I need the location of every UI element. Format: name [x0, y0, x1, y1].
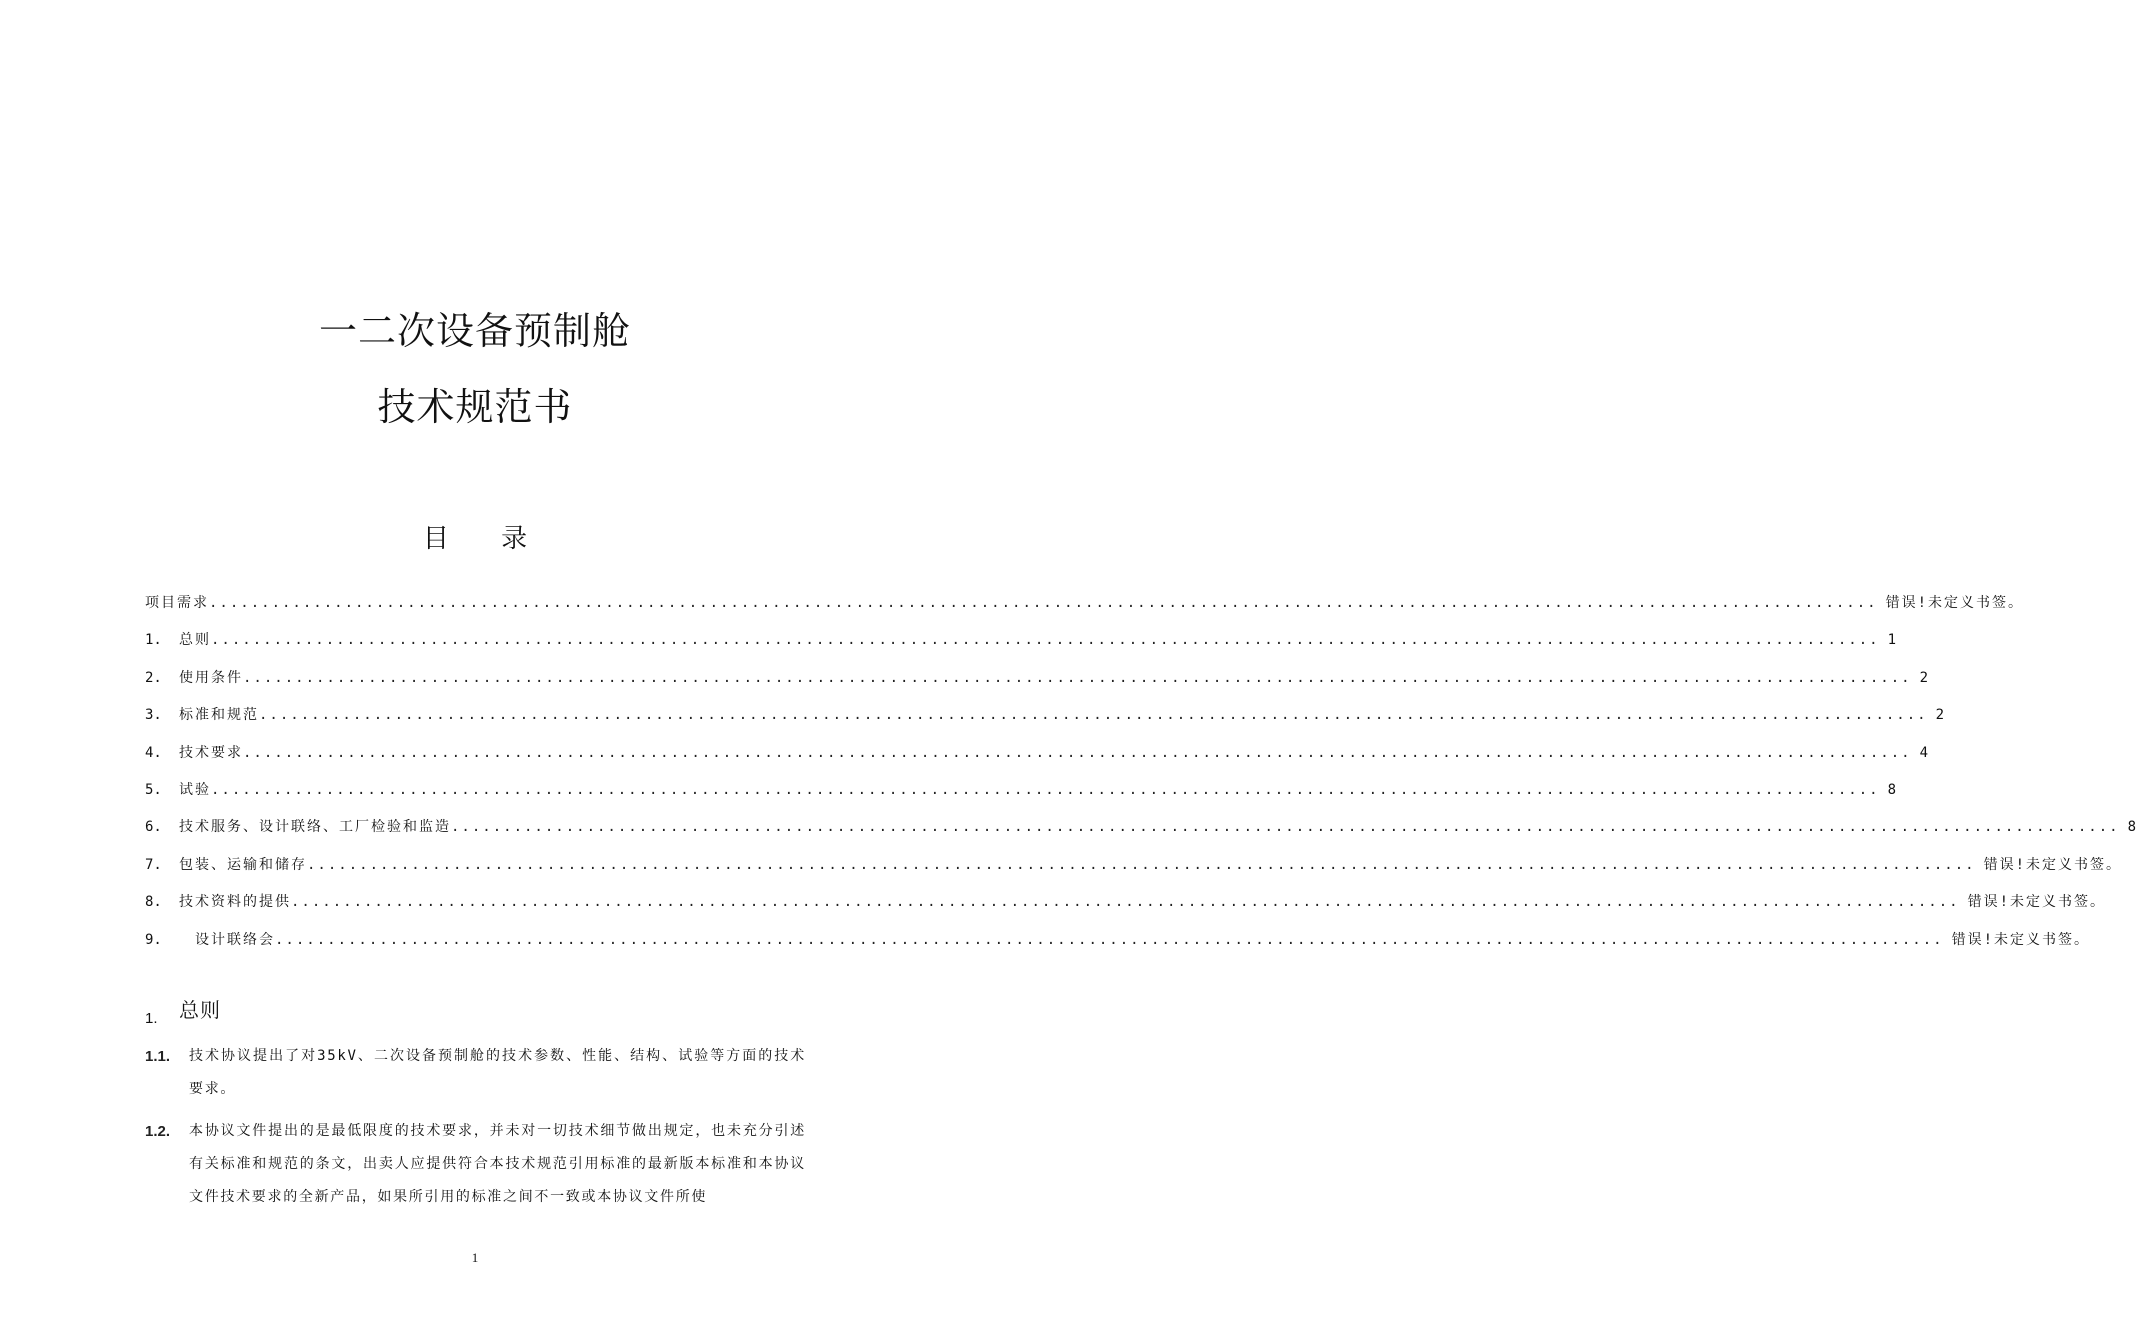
toc-dot-leader: ................................................................................................................................................................ [307, 856, 1976, 873]
toc-entry-label: 项目需求 [145, 595, 209, 611]
toc-entry-page: 2 [1935, 707, 1947, 724]
toc-entry-4[interactable] [145, 742, 1931, 779]
page-number: 1 [471, 1250, 479, 1265]
section-heading-general [145, 994, 221, 1027]
toc-dot-leader: ................................................................................................................................................................ [211, 781, 1880, 798]
toc-dot-leader: ................................................................................................................................................................ [259, 707, 1928, 724]
clause-text: 本协议文件提出的是最低限度的技术要求，并未对一切技术细节做出规定，也未充分引述有关标准和规范的条文，出卖人应提供符合本技术规范引用标准的最新版本标准和本协议文件技术要求的全新产品，如果所引用的标准之间不一致或本协议文件所使 [189, 1123, 806, 1205]
toc-entry-page: 错误!未定义书签。 [1885, 595, 2025, 611]
toc-dot-leader: ................................................................................................................................................................ [209, 595, 1878, 611]
toc-entry-number: 7. [145, 856, 162, 873]
toc-entry-label: 技术服务、设计联络、工厂检验和监造 [179, 819, 451, 836]
toc-entry-page: 8 [1887, 781, 1899, 798]
toc-entry-2[interactable] [145, 667, 1931, 704]
table-of-contents [145, 592, 2138, 966]
toc-entry-page: 错误!未定义书签。 [1983, 856, 2123, 873]
toc-entry-number: 1. [145, 632, 162, 649]
toc-dot-leader: ................................................................................................................................................................ [291, 894, 1960, 911]
toc-dot-leader: ................................................................................................................................................................ [243, 669, 1912, 686]
toc-entry-number: 3. [145, 707, 162, 724]
toc-entry-number: 5. [145, 781, 162, 798]
toc-entry-3[interactable] [145, 704, 1947, 741]
toc-entry-page: 1 [1887, 632, 1899, 649]
toc-entry-label: 设计联络会 [195, 931, 275, 948]
toc-entry-label: 试验 [179, 781, 211, 798]
toc-entry-1[interactable] [145, 629, 1899, 666]
toc-entry-project-requirements[interactable] [145, 592, 2025, 629]
toc-entry-page: 错误!未定义书签。 [1951, 931, 2091, 948]
toc-entry-number: 9. [145, 931, 162, 948]
toc-entry-number: 6. [145, 819, 162, 836]
document-title-line1: 一二次设备预制舱 [318, 309, 631, 353]
toc-entry-8[interactable] [145, 891, 2107, 928]
toc-entry-5[interactable] [145, 779, 1899, 816]
toc-dot-leader: ................................................................................................................................................................ [243, 744, 1912, 761]
toc-entry-page: 4 [1919, 744, 1931, 761]
toc-entry-number: 4. [145, 744, 162, 761]
toc-entry-page: 8 [2127, 819, 2138, 836]
toc-entry-label: 总则 [179, 632, 211, 649]
toc-entry-number: 2. [145, 669, 162, 686]
toc-entry-number: 8. [145, 894, 162, 911]
toc-entry-page: 错误!未定义书签。 [1967, 894, 2107, 911]
section-title: 总则 [179, 998, 221, 1022]
toc-entry-page: 2 [1919, 669, 1931, 686]
toc-entry-9[interactable] [145, 929, 2091, 966]
section-number: 1. [145, 1010, 158, 1027]
toc-entry-label: 使用条件 [179, 669, 243, 686]
toc-entry-label: 技术资料的提供 [179, 894, 291, 911]
clause-1-1 [145, 1040, 806, 1106]
toc-entry-6[interactable] [145, 816, 2138, 853]
toc-entry-label: 标准和规范 [179, 707, 259, 724]
toc-dot-leader: ................................................................................................................................................................ [211, 632, 1880, 649]
toc-dot-leader: ................................................................................................................................................................ [275, 931, 1944, 948]
document-title-line2: 技术规范书 [377, 385, 573, 429]
toc-entry-label: 技术要求 [179, 744, 243, 761]
clause-1-2 [145, 1115, 806, 1214]
toc-entry-7[interactable] [145, 854, 2123, 891]
toc-heading: 目 录 [422, 524, 550, 554]
toc-dot-leader: ................................................................................................................................................................ [451, 819, 2120, 836]
clause-text: 技术协议提出了对35kV、二次设备预制舱的技术参数、性能、结构、试验等方面的技术要求。 [189, 1048, 806, 1097]
toc-entry-label: 包装、运输和储存 [179, 856, 307, 873]
clause-number: 1.1. [145, 1048, 171, 1065]
clause-number: 1.2. [145, 1123, 171, 1140]
